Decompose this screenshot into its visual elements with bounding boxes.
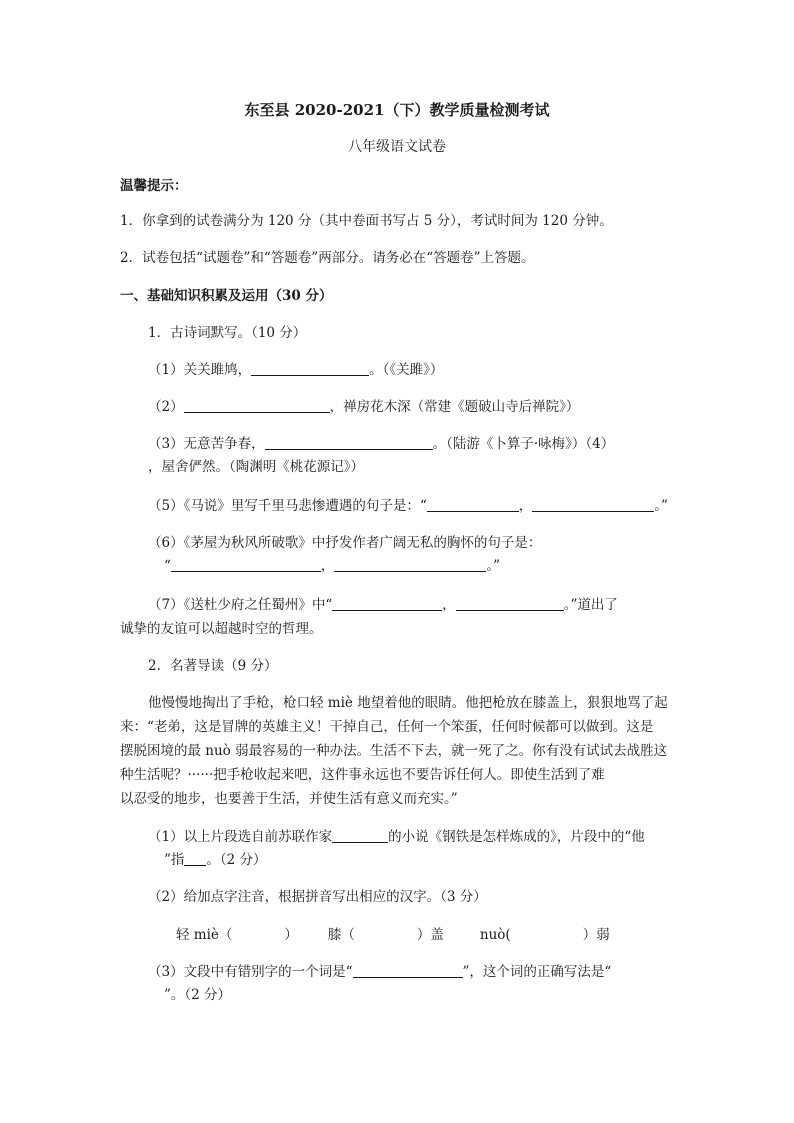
- q2-sub-3: [148, 963, 611, 981]
- pinyin-nuo: nuò(: [479, 927, 511, 943]
- q2-sub-1-cont-post: 。（2 分）: [206, 852, 267, 868]
- paren-close-gai: ）盖: [416, 927, 444, 943]
- question-2-title: 2．名著导读（9 分）: [148, 658, 278, 674]
- question-1-title: 1．古诗词默写。（10 分）: [148, 325, 307, 341]
- q1-item-5-pre: （5）《马说》里写千里马悲惨遭遇的句子是：“: [148, 498, 427, 514]
- answer-blank[interactable]: [184, 398, 330, 413]
- q1-item-6-mid: ，: [320, 558, 335, 574]
- char-xi: 膝（: [327, 927, 355, 943]
- q1-item-6: （6）《茅屋为秋风所破歌》中抒发作者广阔无私的胸怀的句子是：: [148, 535, 542, 551]
- passage-line-5: 以忍受的地步，也要善于生活，并使生活有意义而充实。”: [120, 791, 458, 807]
- q2-sub-3-pre: （3）文段中有错别字的一个词是“: [148, 964, 353, 980]
- paren-close-ruo: ）弱: [582, 927, 610, 943]
- q1-item-2-pre: （2）: [148, 399, 184, 415]
- passage-line-4: 种生活呢？······把手枪收起来吧，这件事永远也不要告诉任何人。即使生活到了难: [120, 767, 605, 783]
- q1-item-5: [148, 497, 668, 515]
- answer-blank[interactable]: [427, 497, 519, 512]
- exam-title: 东至县 2020-2021（下）教学质量检测考试: [244, 101, 550, 119]
- q2-sub-1: [148, 828, 645, 846]
- q1-item-7: [148, 596, 618, 614]
- answer-blank[interactable]: [332, 828, 388, 843]
- q1-item-2-post: ，禅房花木深（常建《题破山寺后禅院》）: [329, 399, 580, 415]
- q1-item-3-pre: （3）无意苦争春，: [148, 436, 265, 452]
- q2-sub-1-mid: 的小说《钢铁是怎样炼成的》，片段中的“他: [388, 829, 645, 845]
- q2-sub-2: （2）给加点字注音，根据拼音写出相应的汉字。（3 分）: [148, 889, 487, 905]
- q2-sub-1-cont-pre: ”指: [164, 852, 185, 868]
- q1-item-5-mid: ，: [518, 498, 533, 514]
- q2-sub-3-cont: ”。（2 分）: [164, 987, 232, 1003]
- q1-item-5-post: 。”: [654, 498, 668, 514]
- answer-blank[interactable]: [332, 596, 442, 611]
- tip-item-2: 2．试卷包括“试题卷”和“答题卷”两部分。请务必在“答题卷”上答题。: [120, 250, 535, 266]
- q2-sub-3-mid: ”，这个词的正确写法是“: [462, 964, 612, 980]
- q1-item-4-cont: ，屋舍俨然。（陶渊明《桃花源记》）: [148, 459, 364, 475]
- pinyin-mie: 轻 miè（: [176, 927, 233, 943]
- q1-item-1: [148, 361, 443, 379]
- passage-line-2: 来：“老弟，这是冒牌的英雄主义！干掉自己，任何一个笨蛋，任何时候都可以做到。这是: [120, 719, 654, 735]
- q1-item-6-answer: [164, 557, 500, 575]
- passage-line-1: 他慢慢地掏出了手枪，枪口轻 miè 地望着他的眼睛。他把枪放在膝盖上，狠狠地骂了起: [148, 695, 668, 711]
- q1-item-1-pre: （1）关关雎鸠，: [148, 362, 252, 378]
- q2-sub-1-pre: （1）以上片段选自前苏联作家: [148, 829, 333, 845]
- q1-item-7-mid: ，: [442, 597, 456, 613]
- q1-item-1-post: 。（《关雎》）: [369, 362, 444, 378]
- answer-blank[interactable]: [532, 497, 654, 512]
- tip-item-1: 1．你拿到的试卷满分为 120 分（其中卷面书写占 5 分），考试时间为 120 分钟。: [120, 213, 613, 229]
- passage-line-3: 摆脱困境的最 nuò 弱最容易的一种办法。生活不下去，就一死了之。你有没有试试去战胜这: [120, 743, 668, 759]
- answer-blank[interactable]: [353, 963, 463, 978]
- q1-item-7-post: 。”道出了: [563, 597, 618, 613]
- answer-blank[interactable]: [171, 557, 321, 572]
- q1-item-7-cont: 诚挚的友谊可以超越时空的哲理。: [120, 621, 323, 637]
- q1-item-6-open: “: [164, 558, 171, 574]
- exam-subtitle: 八年级语文试卷: [348, 139, 446, 155]
- paren-close: ）: [284, 927, 298, 943]
- q1-item-6-post: 。”: [486, 558, 501, 574]
- answer-blank[interactable]: [265, 435, 433, 450]
- q1-item-3-post: 。（陆游《卜算子·咏梅》）（4）: [432, 436, 615, 452]
- tips-heading: 温馨提示：: [120, 178, 188, 194]
- answer-blank[interactable]: [184, 851, 206, 866]
- answer-blank[interactable]: [251, 361, 369, 376]
- q1-item-2: [148, 398, 579, 416]
- answer-blank[interactable]: [456, 596, 564, 611]
- q1-item-3: [148, 435, 614, 453]
- q2-sub-1-cont: [164, 851, 267, 869]
- q1-item-7-pre: （7）《送杜少府之任蜀州》中“: [148, 597, 333, 613]
- answer-blank[interactable]: [334, 557, 486, 572]
- q2-sub-2-answers: [176, 926, 610, 944]
- section-heading: 一、基础知识积累及运用（30 分）: [120, 288, 333, 304]
